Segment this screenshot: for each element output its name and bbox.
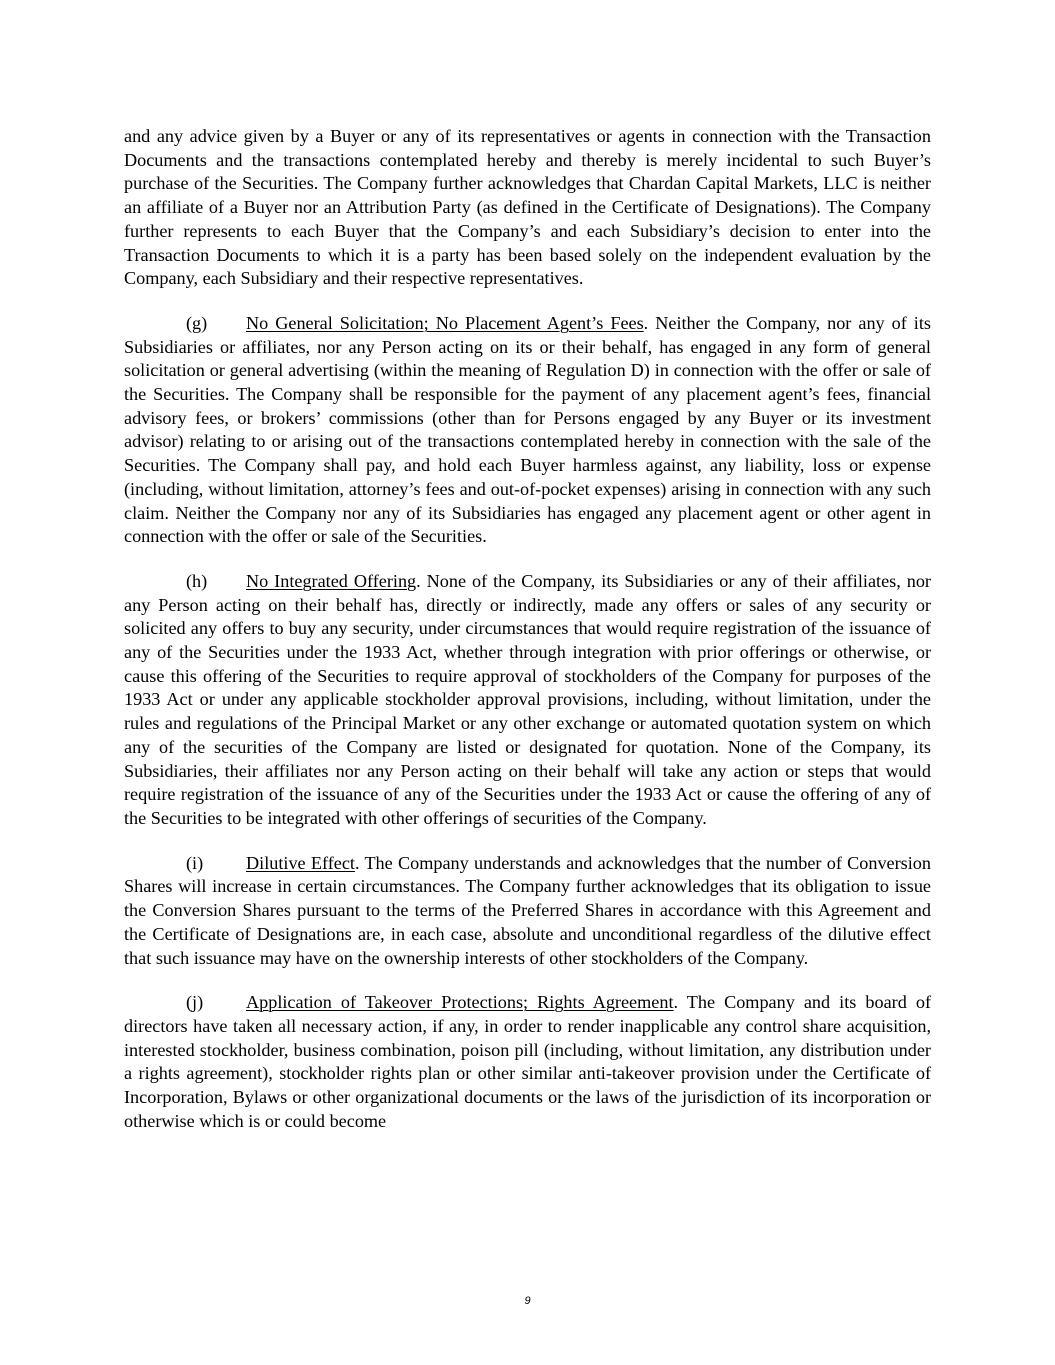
section-g-text: . Neither the Company, nor any of its Subsidiaries or affiliates, nor any Person acting on its or their behalf, has engaged in any form of general solicitation or general advertising (within the meaning of Regulation D) in connection with the offer or sale of the Securities. The Company shall be responsible for the payment of any placement agent’s fees, financial advisory fees, or brokers’ commissions (other than for Persons engaged by any Buyer or its investment advisor) relating to or arising out of the transactions contemplated hereby in connection with the sale of the Securities. The Company shall pay, and hold each Buyer harmless against, any liability, loss or expense (including, without limitation, attorney’s fees and out-of-pocket expenses) arising in connection with any such claim. Neither the Company nor any of its Subsidiaries has engaged any placement agent or other agent in connection with the offer or sale of the Securities. [124, 312, 931, 547]
section-j-text: . The Company and its board of directors have taken all necessary action, if any, in order to render inapplicable any control share acquisition, interested stockholder, business combination, poison pill (including, without limitation, any distribution under a rights agreement), stockholder rights plan or other similar anti-takeover provision under the Certificate of Incorporation, Bylaws or other organizational documents or the laws of the jurisdiction of its incorporation or otherwise which is or could become [124, 992, 931, 1131]
section-i-heading: Dilutive Effect [246, 852, 355, 873]
section-i-text: . The Company understands and acknowledges that the number of Conversion Shares will increase in certain circumstances. The Company further acknowledges that its obligation to issue the Conversion Shares pursuant to the terms of the Preferred Shares in accordance with this Agreement and the Certificate of Designations are, in each case, absolute and unconditional regardless of the dilutive effect that such issuance may have on the ownership interests of other stockholders of the Company. [124, 852, 931, 968]
section-h-text: . None of the Company, its Subsidiaries or any of their affiliates, nor any Person acting on their behalf has, directly or indirectly, made any offers or sales of any security or solicited any offers to buy any security, under circumstances that would require registration of the issuance of any of the Securities under the 1933 Act, whether through integration with prior offerings or otherwise, or cause this offering of the Securities to require approval of stockholders of the Company for purposes of the 1933 Act or under any applicable stockholder approval provisions, including, without limitation, under the rules and regulations of the Principal Market or any other exchange or automated quotation system on which any of the securities of the Company are listed or designated for quotation. None of the Company, its Subsidiaries, their affiliates nor any Person acting on their behalf will take any action or steps that would require registration of the issuance of any of the Securities under the 1933 Act or cause the offering of any of the Securities to be integrated with other offerings of securities of the Company. [124, 570, 931, 828]
section-j-marker: (j) [186, 992, 204, 1013]
section-j [124, 991, 931, 1133]
page-number: 9 [524, 1295, 531, 1307]
document-page [124, 125, 931, 1154]
section-h-marker: (h) [186, 570, 208, 591]
section-g [124, 312, 931, 549]
section-i-marker: (i) [186, 852, 204, 873]
section-h [124, 570, 931, 831]
section-i [124, 852, 931, 971]
section-j-heading: Application of Takeover Protections; Rights Agreement [246, 992, 674, 1013]
section-h-heading: No Integrated Offering [246, 570, 417, 591]
intro-paragraph: and any advice given by a Buyer or any of its representatives or agents in connection with the Transaction Documents and the transactions contemplated hereby and thereby is merely incidental to such Buyer’s purchase of the Securities. The Company further acknowledges that Chardan Capital Markets, LLC is neither an affiliate of a Buyer nor an Attribution Party (as defined in the Certificate of Designations). The Company further represents to each Buyer that the Company’s and each Subsidiary’s decision to enter into the Transaction Documents to which it is a party has been based solely on the independent evaluation by the Company, each Subsidiary and their respective representatives. [124, 126, 931, 289]
section-g-marker: (g) [186, 312, 208, 333]
section-g-heading: No General Solicitation; No Placement Agent’s Fees [246, 312, 644, 333]
